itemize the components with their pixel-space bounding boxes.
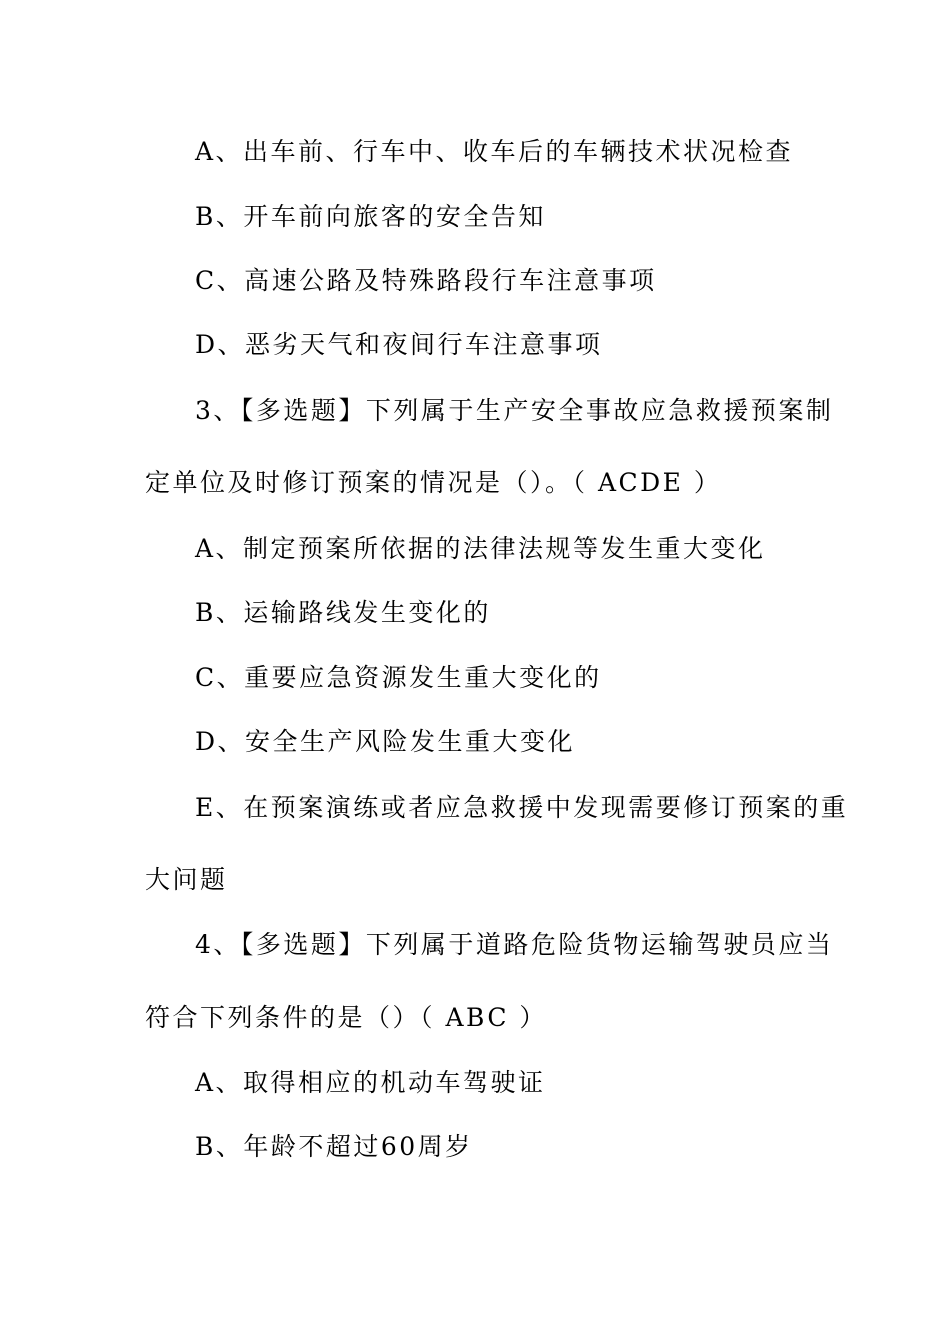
question-line: 4、【多选题】下列属于道路危险货物运输驾驶员应当 — [195, 930, 834, 959]
option-line: E、在预案演练或者应急救援中发现需要修订预案的重 — [195, 793, 849, 822]
option-line: B、开车前向旅客的安全告知 — [195, 202, 546, 231]
option-line: D、安全生产风险发生重大变化 — [195, 727, 576, 756]
option-line: B、年龄不超过60周岁 — [195, 1132, 473, 1161]
question-continuation-line: 定单位及时修订预案的情况是（）。（ ACDE ） — [145, 468, 722, 497]
option-line: A、出车前、行车中、收车后的车辆技术状况检查 — [195, 137, 794, 166]
question-continuation-line: 符合下列条件的是（）（ ABC ） — [145, 1003, 547, 1032]
option-line: C、高速公路及特殊路段行车注意事项 — [195, 266, 657, 295]
option-line: C、重要应急资源发生重大变化的 — [195, 663, 602, 692]
option-line: B、运输路线发生变化的 — [195, 598, 491, 627]
option-line: A、取得相应的机动车驾驶证 — [195, 1068, 546, 1097]
option-line: D、恶劣天气和夜间行车注意事项 — [195, 330, 603, 359]
question-line: 3、【多选题】下列属于生产安全事故应急救援预案制 — [195, 396, 834, 425]
option-line: A、制定预案所依据的法律法规等发生重大变化 — [195, 534, 766, 563]
option-continuation-line: 大问题 — [145, 865, 228, 894]
